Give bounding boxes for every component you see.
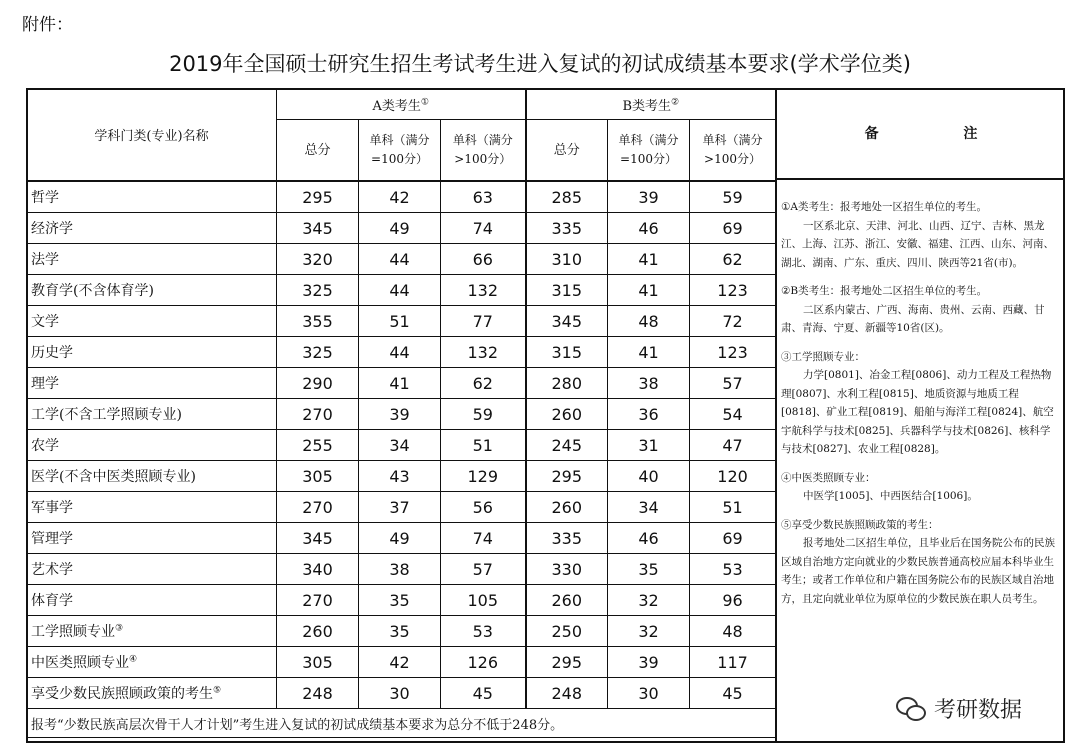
remark-b-head: ②B类考生：报考地处二区招生单位的考生。 <box>781 285 988 297</box>
subject-cell: 经济学 <box>27 213 277 244</box>
score-cell-b-s100: 32 <box>608 616 690 647</box>
score-cell-b-sgt: 57 <box>690 368 776 399</box>
score-cell-b-total: 315 <box>526 337 608 368</box>
subject-cell: 工学照顾专业③ <box>27 616 277 647</box>
b-total-header: 总分 <box>526 120 608 182</box>
score-cell-a-sgt: 56 <box>441 492 526 523</box>
score-cell-b-total: 260 <box>526 399 608 430</box>
subject-cell: 教育学(不含体育学) <box>27 275 277 306</box>
score-cell-a-total: 305 <box>277 647 359 678</box>
score-cell-a-sgt: 77 <box>441 306 526 337</box>
score-cell-b-sgt: 59 <box>690 181 776 213</box>
score-cell-a-total: 325 <box>277 275 359 306</box>
remarks-header: 备 注 <box>775 88 1065 180</box>
score-cell-b-s100: 32 <box>608 585 690 616</box>
subject-cell: 体育学 <box>27 585 277 616</box>
score-cell-a-total: 340 <box>277 554 359 585</box>
score-cell-a-total: 345 <box>277 523 359 554</box>
subject-cell: 文学 <box>27 306 277 337</box>
score-cell-a-sgt: 126 <box>441 647 526 678</box>
score-cell-a-total: 248 <box>277 678 359 709</box>
attachment-label: 附件： <box>22 15 73 35</box>
score-cell-a-total: 290 <box>277 368 359 399</box>
subject-cell: 农学 <box>27 430 277 461</box>
score-cell-a-total: 260 <box>277 616 359 647</box>
remark-a-body: 一区系北京、天津、河北、山西、辽宁、吉林、黑龙江、上海、江苏、浙江、安徽、福建、江西、山东、河南、湖北、湖南、广东、重庆、四川、陕西等21省(市)。 <box>781 219 1054 269</box>
wechat-icon <box>896 695 926 721</box>
score-cell-b-s100: 39 <box>608 181 690 213</box>
footer-note: 报考“少数民族高层次骨干人才计划”考生进入复试的初试成绩基本要求为总分不低于248分。 <box>27 709 776 738</box>
score-cell-b-total: 345 <box>526 306 608 337</box>
remark-d-body: 中医学[1005]、中西医结合[1006]。 <box>803 490 978 502</box>
score-cell-a-s100: 34 <box>359 430 441 461</box>
score-cell-a-sgt: 132 <box>441 275 526 306</box>
score-cell-b-total: 260 <box>526 492 608 523</box>
score-cell-a-s100: 43 <box>359 461 441 492</box>
score-cell-b-total: 295 <box>526 461 608 492</box>
a-single-100-header: 单科（满分 =100分） <box>359 120 441 182</box>
score-cell-b-sgt: 47 <box>690 430 776 461</box>
score-cell-a-sgt: 66 <box>441 244 526 275</box>
remark-c-head: ③工学照顾专业： <box>781 350 865 363</box>
score-cell-a-s100: 41 <box>359 368 441 399</box>
score-cell-b-total: 310 <box>526 244 608 275</box>
score-cell-a-sgt: 53 <box>441 616 526 647</box>
subject-cell: 享受少数民族照顾政策的考生⑤ <box>27 678 277 709</box>
score-cell-b-total: 248 <box>526 678 608 709</box>
score-cell-a-sgt: 74 <box>441 523 526 554</box>
a-total-header: 总分 <box>277 120 359 182</box>
score-cell-a-total: 270 <box>277 492 359 523</box>
score-cell-b-total: 315 <box>526 275 608 306</box>
score-cell-a-total: 325 <box>277 337 359 368</box>
score-cell-b-s100: 31 <box>608 430 690 461</box>
score-cell-b-sgt: 123 <box>690 337 776 368</box>
score-cell-a-s100: 38 <box>359 554 441 585</box>
score-cell-a-total: 270 <box>277 399 359 430</box>
score-cell-a-sgt: 105 <box>441 585 526 616</box>
score-cell-a-sgt: 45 <box>441 678 526 709</box>
score-cell-b-sgt: 120 <box>690 461 776 492</box>
score-cell-b-s100: 46 <box>608 523 690 554</box>
score-cell-a-total: 295 <box>277 181 359 213</box>
subject-cell: 中医类照顾专业④ <box>27 647 277 678</box>
subject-cell: 艺术学 <box>27 554 277 585</box>
score-cell-a-sgt: 129 <box>441 461 526 492</box>
score-cell-a-s100: 35 <box>359 616 441 647</box>
remark-e-body: 报考地处二区招生单位，且毕业后在国务院公布的民族区域自治地方定向就业的少数民族普通高校应届本科毕业生考生；或者工作单位和户籍在国务院公布的民族区域自治地方，且定向就业单位为原单位的少数民族在职人员考生。 <box>781 537 1055 605</box>
group-b-header: B类考生② <box>526 89 776 120</box>
watermark-text: 考研数据 <box>934 697 1023 723</box>
remark-e-head: ⑤享受少数民族照顾政策的考生： <box>781 518 939 531</box>
subject-cell: 工学(不含工学照顾专业) <box>27 399 277 430</box>
score-cell-b-sgt: 53 <box>690 554 776 585</box>
b-single-100-header: 单科（满分 =100分） <box>608 120 690 182</box>
score-cell-b-sgt: 45 <box>690 678 776 709</box>
score-cell-b-total: 245 <box>526 430 608 461</box>
subject-cell: 法学 <box>27 244 277 275</box>
score-cell-b-total: 330 <box>526 554 608 585</box>
subject-cell: 医学(不含中医类照顾专业) <box>27 461 277 492</box>
score-cell-b-sgt: 69 <box>690 523 776 554</box>
score-cell-a-sgt: 51 <box>441 430 526 461</box>
b-single-gt100-header: 单科（满分 >100分） <box>690 120 776 182</box>
score-cell-b-sgt: 123 <box>690 275 776 306</box>
score-cell-b-total: 285 <box>526 181 608 213</box>
score-cell-b-sgt: 72 <box>690 306 776 337</box>
score-cell-a-s100: 35 <box>359 585 441 616</box>
score-cell-a-total: 345 <box>277 213 359 244</box>
subject-cell: 哲学 <box>27 181 277 213</box>
score-cell-b-total: 280 <box>526 368 608 399</box>
score-cell-b-s100: 36 <box>608 399 690 430</box>
remark-a-head: ①A类考生：报考地处一区招生单位的考生。 <box>781 201 987 213</box>
group-a-header: A类考生① <box>277 89 526 120</box>
score-cell-a-total: 270 <box>277 585 359 616</box>
score-cell-b-sgt: 54 <box>690 399 776 430</box>
score-cell-a-total: 305 <box>277 461 359 492</box>
score-cell-b-total: 295 <box>526 647 608 678</box>
score-cell-a-sgt: 57 <box>441 554 526 585</box>
score-cell-a-s100: 42 <box>359 181 441 213</box>
page-title: 2019年全国硕士研究生招生考试考生进入复试的初试成绩基本要求(学术学位类) <box>169 52 911 76</box>
subject-column-header: 学科门类(专业)名称 <box>27 89 277 182</box>
score-cell-b-s100: 30 <box>608 678 690 709</box>
score-cell-b-s100: 46 <box>608 213 690 244</box>
subject-cell: 军事学 <box>27 492 277 523</box>
score-cell-a-s100: 30 <box>359 678 441 709</box>
score-cell-a-total: 355 <box>277 306 359 337</box>
score-cell-b-s100: 41 <box>608 244 690 275</box>
score-cell-b-s100: 41 <box>608 275 690 306</box>
score-cell-b-s100: 41 <box>608 337 690 368</box>
score-cell-b-s100: 48 <box>608 306 690 337</box>
score-cell-a-s100: 42 <box>359 647 441 678</box>
score-cell-b-sgt: 96 <box>690 585 776 616</box>
watermark <box>896 688 1056 728</box>
a-single-gt100-header: 单科（满分 >100分） <box>441 120 526 182</box>
score-cell-b-s100: 38 <box>608 368 690 399</box>
score-cell-a-s100: 39 <box>359 399 441 430</box>
score-cell-b-s100: 34 <box>608 492 690 523</box>
subject-cell: 理学 <box>27 368 277 399</box>
score-cell-a-total: 255 <box>277 430 359 461</box>
score-cell-a-s100: 51 <box>359 306 441 337</box>
score-cell-a-total: 320 <box>277 244 359 275</box>
score-cell-a-s100: 37 <box>359 492 441 523</box>
score-cell-b-sgt: 62 <box>690 244 776 275</box>
score-cell-b-sgt: 48 <box>690 616 776 647</box>
score-cell-b-total: 335 <box>526 523 608 554</box>
score-cell-b-sgt: 69 <box>690 213 776 244</box>
score-cell-b-total: 250 <box>526 616 608 647</box>
score-cell-a-s100: 44 <box>359 275 441 306</box>
score-cell-a-s100: 49 <box>359 523 441 554</box>
score-cell-a-s100: 44 <box>359 337 441 368</box>
score-cell-b-sgt: 51 <box>690 492 776 523</box>
score-cell-b-sgt: 117 <box>690 647 776 678</box>
score-cell-b-s100: 40 <box>608 461 690 492</box>
subject-cell: 管理学 <box>27 523 277 554</box>
remark-c-body: 力学[0801]、冶金工程[0806]、动力工程及工程热物理[0807]、水利工程[0815]、地质资源与地质工程[0818]、矿业工程[0819]、船舶与海洋工程[0824]、航空宇航科学与技术[0825]、兵器科学与技术[0826]、核科学与技术[0827]、农业工程[0828]。 <box>781 369 1054 455</box>
score-cell-b-total: 260 <box>526 585 608 616</box>
remark-b-body: 二区系内蒙古、广西、海南、贵州、云南、西藏、甘肃、青海、宁夏、新疆等10省(区)。 <box>781 303 1045 334</box>
score-cell-a-s100: 44 <box>359 244 441 275</box>
score-cell-a-sgt: 74 <box>441 213 526 244</box>
remark-d-head: ④中医类照顾专业： <box>781 471 876 484</box>
score-cell-a-sgt: 63 <box>441 181 526 213</box>
score-cell-a-sgt: 132 <box>441 337 526 368</box>
score-cell-b-total: 335 <box>526 213 608 244</box>
score-cell-a-s100: 49 <box>359 213 441 244</box>
subject-cell: 历史学 <box>27 337 277 368</box>
score-cell-a-sgt: 59 <box>441 399 526 430</box>
score-cell-b-s100: 39 <box>608 647 690 678</box>
table-frame <box>26 88 1065 743</box>
score-cell-b-s100: 35 <box>608 554 690 585</box>
score-cell-a-sgt: 62 <box>441 368 526 399</box>
